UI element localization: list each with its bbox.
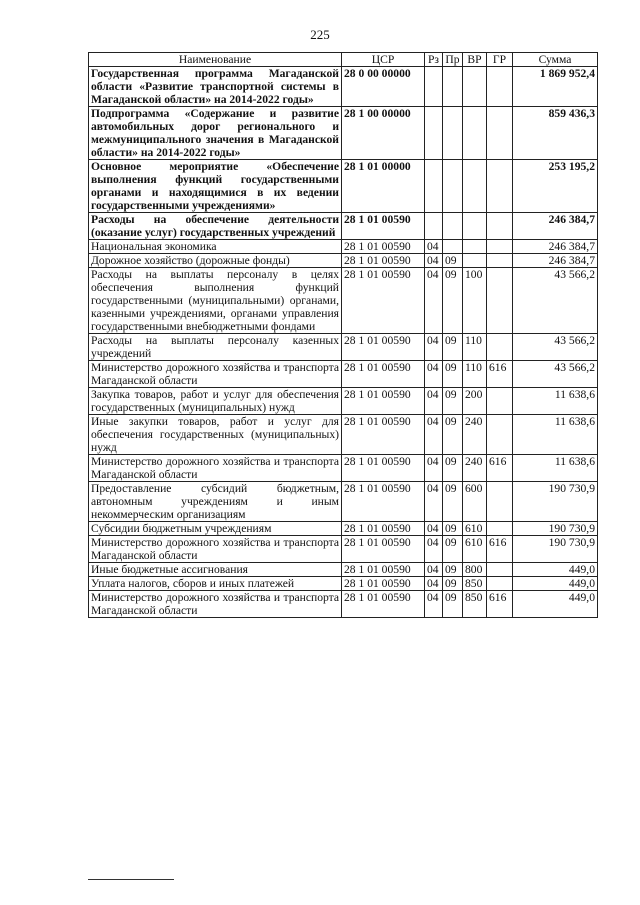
cell-rz: 04: [425, 334, 443, 361]
cell-gr: [487, 240, 513, 254]
cell-vr: 240: [463, 415, 487, 455]
table-row: [89, 67, 598, 107]
cell-sum: 449,0: [513, 563, 598, 577]
cell-pr: 09: [443, 536, 463, 563]
cell-name: Дорожное хозяйство (дорожные фонды): [89, 254, 342, 268]
cell-gr: [487, 388, 513, 415]
cell-pr: [443, 160, 463, 213]
cell-gr: 616: [487, 361, 513, 388]
cell-pr: [443, 240, 463, 254]
table-row: [89, 522, 598, 536]
cell-sum: 43 566,2: [513, 334, 598, 361]
cell-pr: 09: [443, 254, 463, 268]
cell-name: Государственная программа Магаданской области «Развитие транспортной системы в Магаданской области» на 2014-2022 годы»: [89, 67, 342, 107]
cell-rz: 04: [425, 482, 443, 522]
cell-gr: [487, 563, 513, 577]
cell-pr: [443, 107, 463, 160]
cell-vr: 610: [463, 536, 487, 563]
cell-name: Министерство дорожного хозяйства и транспорта Магаданской области: [89, 591, 342, 618]
cell-vr: 110: [463, 361, 487, 388]
cell-vr: 100: [463, 268, 487, 334]
cell-csr: 28 1 01 00590: [342, 388, 425, 415]
table-row: [89, 388, 598, 415]
cell-csr: 28 1 01 00590: [342, 563, 425, 577]
cell-vr: 110: [463, 334, 487, 361]
cell-name: Основное мероприятие «Обеспечение выполнения функций государственными органами и находящимися в их ведении государственными учреждениями»: [89, 160, 342, 213]
table-row: [89, 240, 598, 254]
cell-rz: [425, 213, 443, 240]
cell-sum: 190 730,9: [513, 482, 598, 522]
cell-sum: 246 384,7: [513, 254, 598, 268]
cell-gr: [487, 254, 513, 268]
table-row: [89, 213, 598, 240]
cell-name: Расходы на обеспечение деятельности (оказание услуг) государственных учреждений: [89, 213, 342, 240]
cell-rz: 04: [425, 388, 443, 415]
table-row: [89, 536, 598, 563]
cell-gr: 616: [487, 536, 513, 563]
cell-gr: [487, 482, 513, 522]
cell-name: Закупка товаров, работ и услуг для обеспечения государственных (муниципальных) нужд: [89, 388, 342, 415]
cell-name: Подпрограмма «Содержание и развитие автомобильных дорог регионального и межмуниципального значения в Магаданской области» на 2014-2022 годы»: [89, 107, 342, 160]
cell-name: Иные бюджетные ассигнования: [89, 563, 342, 577]
table-body: [89, 67, 598, 618]
cell-sum: 11 638,6: [513, 455, 598, 482]
table-row: [89, 563, 598, 577]
cell-name: Министерство дорожного хозяйства и транспорта Магаданской области: [89, 361, 342, 388]
cell-gr: [487, 213, 513, 240]
table-row: [89, 254, 598, 268]
table-row: [89, 591, 598, 618]
cell-rz: 04: [425, 361, 443, 388]
cell-vr: 200: [463, 388, 487, 415]
header-gr: ГР: [487, 53, 513, 67]
cell-vr: [463, 160, 487, 213]
cell-rz: 04: [425, 415, 443, 455]
cell-vr: 850: [463, 591, 487, 618]
table-row: [89, 268, 598, 334]
cell-gr: [487, 107, 513, 160]
cell-csr: 28 1 01 00590: [342, 577, 425, 591]
cell-sum: 190 730,9: [513, 536, 598, 563]
cell-rz: 04: [425, 254, 443, 268]
header-rz: Рз: [425, 53, 443, 67]
cell-gr: [487, 160, 513, 213]
cell-csr: 28 1 01 00590: [342, 268, 425, 334]
cell-sum: 246 384,7: [513, 240, 598, 254]
table-row: [89, 482, 598, 522]
cell-gr: [487, 522, 513, 536]
cell-rz: 04: [425, 455, 443, 482]
cell-name: Расходы на выплаты персоналу казенных учреждений: [89, 334, 342, 361]
cell-name: Министерство дорожного хозяйства и транспорта Магаданской области: [89, 455, 342, 482]
header-vr: ВР: [463, 53, 487, 67]
table-row: [89, 334, 598, 361]
cell-csr: 28 1 01 00590: [342, 536, 425, 563]
cell-csr: 28 1 01 00590: [342, 213, 425, 240]
cell-rz: [425, 107, 443, 160]
cell-sum: 246 384,7: [513, 213, 598, 240]
cell-gr: [487, 334, 513, 361]
header-csr: ЦСР: [342, 53, 425, 67]
cell-csr: 28 1 01 00590: [342, 522, 425, 536]
cell-vr: 610: [463, 522, 487, 536]
cell-sum: 1 869 952,4: [513, 67, 598, 107]
cell-sum: 11 638,6: [513, 415, 598, 455]
cell-csr: 28 1 01 00590: [342, 254, 425, 268]
table-row: [89, 577, 598, 591]
cell-rz: 04: [425, 536, 443, 563]
header-sum: Сумма: [513, 53, 598, 67]
cell-csr: 28 1 01 00590: [342, 455, 425, 482]
cell-csr: 28 1 01 00000: [342, 160, 425, 213]
cell-csr: 28 1 01 00590: [342, 240, 425, 254]
cell-vr: 240: [463, 455, 487, 482]
cell-gr: 616: [487, 591, 513, 618]
cell-gr: 616: [487, 455, 513, 482]
footnote-separator: [88, 879, 174, 880]
cell-rz: [425, 160, 443, 213]
cell-pr: 09: [443, 268, 463, 334]
cell-csr: 28 1 01 00590: [342, 591, 425, 618]
cell-csr: 28 1 01 00590: [342, 334, 425, 361]
cell-rz: 04: [425, 577, 443, 591]
cell-rz: 04: [425, 563, 443, 577]
table-row: [89, 107, 598, 160]
cell-rz: 04: [425, 591, 443, 618]
cell-gr: [487, 577, 513, 591]
cell-sum: 449,0: [513, 577, 598, 591]
table-row: [89, 361, 598, 388]
cell-rz: 04: [425, 240, 443, 254]
cell-pr: 09: [443, 482, 463, 522]
table-header-row: [89, 53, 598, 67]
cell-name: Министерство дорожного хозяйства и транспорта Магаданской области: [89, 536, 342, 563]
cell-name: Расходы на выплаты персоналу в целях обеспечения выполнения функций государственными (муниципальными) органами, казенными учреждениями, органами управления государственными внебюджетными фондами: [89, 268, 342, 334]
cell-pr: 09: [443, 388, 463, 415]
cell-sum: 253 195,2: [513, 160, 598, 213]
table-row: [89, 455, 598, 482]
page-number: 225: [310, 27, 330, 42]
cell-name: Иные закупки товаров, работ и услуг для обеспечения государственных (муниципальных) нужд: [89, 415, 342, 455]
cell-vr: [463, 254, 487, 268]
cell-vr: [463, 213, 487, 240]
cell-vr: [463, 107, 487, 160]
cell-csr: 28 1 01 00590: [342, 361, 425, 388]
cell-pr: 09: [443, 361, 463, 388]
cell-vr: 600: [463, 482, 487, 522]
budget-table: [88, 52, 598, 618]
header-pr: Пр: [443, 53, 463, 67]
cell-name: Уплата налогов, сборов и иных платежей: [89, 577, 342, 591]
table-row: [89, 160, 598, 213]
cell-vr: 800: [463, 563, 487, 577]
cell-name: Национальная экономика: [89, 240, 342, 254]
cell-vr: [463, 67, 487, 107]
cell-rz: 04: [425, 522, 443, 536]
cell-sum: 11 638,6: [513, 388, 598, 415]
cell-pr: 09: [443, 415, 463, 455]
cell-vr: 850: [463, 577, 487, 591]
cell-rz: 04: [425, 268, 443, 334]
cell-gr: [487, 415, 513, 455]
cell-csr: 28 1 00 00000: [342, 107, 425, 160]
cell-pr: 09: [443, 577, 463, 591]
cell-name: Предоставление субсидий бюджетным, автономным учреждениям и иным некоммерческим организациям: [89, 482, 342, 522]
cell-pr: 09: [443, 522, 463, 536]
cell-sum: 43 566,2: [513, 361, 598, 388]
cell-sum: 43 566,2: [513, 268, 598, 334]
cell-vr: [463, 240, 487, 254]
cell-sum: 190 730,9: [513, 522, 598, 536]
cell-gr: [487, 268, 513, 334]
header-name: Наименование: [89, 53, 342, 67]
cell-pr: 09: [443, 563, 463, 577]
cell-pr: 09: [443, 455, 463, 482]
cell-name: Субсидии бюджетным учреждениям: [89, 522, 342, 536]
cell-rz: [425, 67, 443, 107]
cell-sum: 859 436,3: [513, 107, 598, 160]
cell-csr: 28 1 01 00590: [342, 415, 425, 455]
cell-csr: 28 1 01 00590: [342, 482, 425, 522]
cell-pr: [443, 67, 463, 107]
cell-sum: 449,0: [513, 591, 598, 618]
cell-pr: 09: [443, 334, 463, 361]
cell-pr: [443, 213, 463, 240]
cell-csr: 28 0 00 00000: [342, 67, 425, 107]
cell-gr: [487, 67, 513, 107]
table-row: [89, 415, 598, 455]
cell-pr: 09: [443, 591, 463, 618]
